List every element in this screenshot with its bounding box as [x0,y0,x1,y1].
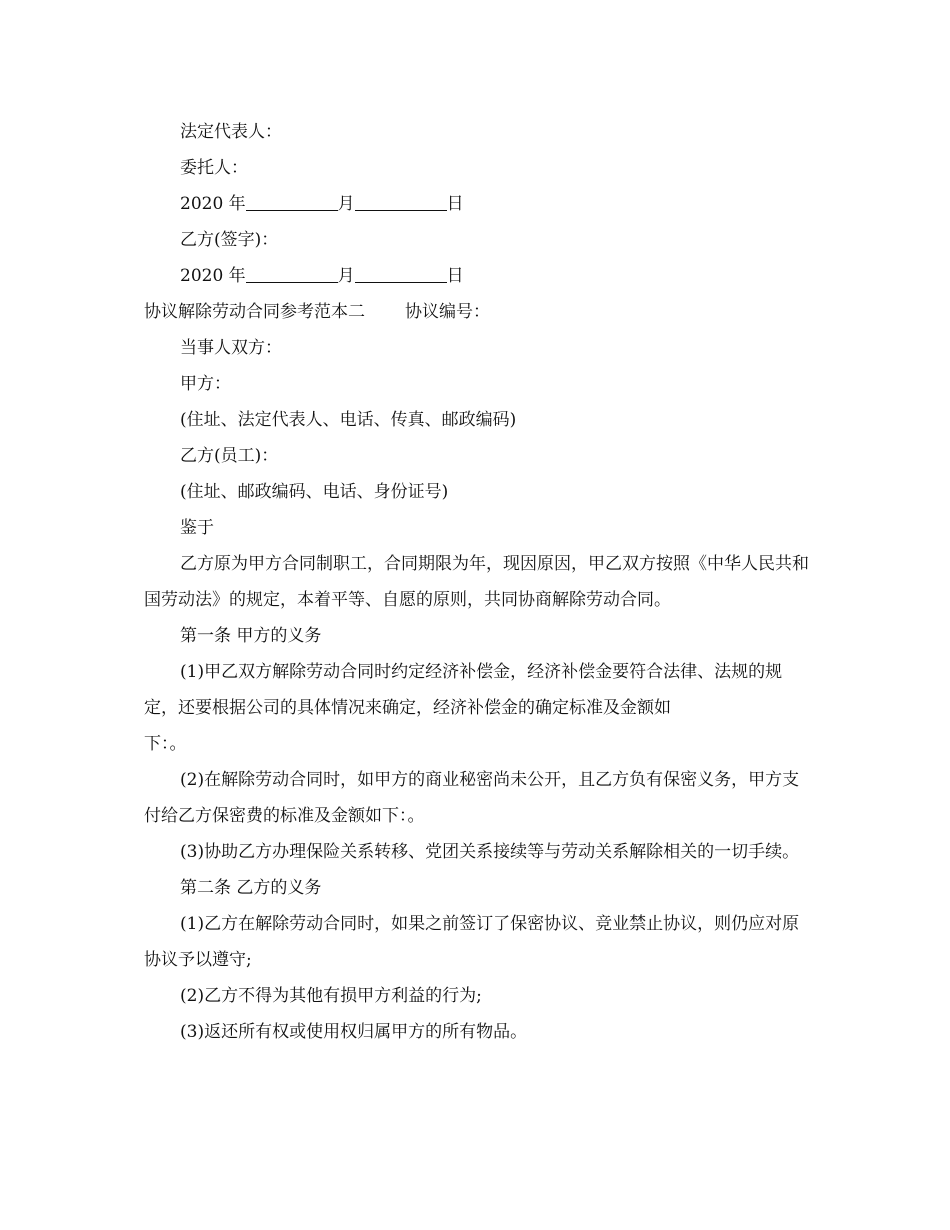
date-line-2 [144,258,809,294]
article-2-item: (2)乙方不得为其他有损甲方利益的行为; [180,986,482,1006]
party-b-signature-line: 乙方(签字)： [180,230,279,250]
date-year: 2020 年 [180,194,246,214]
party-b-label: 乙方(员工)： [180,446,279,466]
party-b-info: (住址、邮政编码、电话、身份证号) [180,482,449,502]
article-2-title: 第二条 乙方的义务 [180,878,322,898]
date-day: 日 [446,266,464,286]
article-1-title: 第一条 甲方的义务 [180,626,322,646]
article-1-item-continuation: 下：。 [144,734,187,754]
legal-representative-line: 法定代表人： [180,122,282,142]
party-a-label: 甲方： [180,374,231,394]
intro-paragraph: 乙方原为甲方合同制职工，合同期限为年，现因原因，甲乙双方按照《中华人民共和国劳动法》的规定，本着平等、自愿的原则，共同协商解除劳动合同。 [144,554,809,610]
document-body [144,114,809,1050]
article-2-item: (3)返还所有权或使用权归属甲方的所有物品。 [180,1022,528,1042]
blank-line [355,192,447,211]
article-2-item: (1)乙方在解除劳动合同时，如果之前签订了保密协议、竞业禁止协议，则仍应对原协议予以遵守; [144,914,800,970]
whereas-label: 鉴于 [180,518,214,538]
date-month: 月 [337,194,355,214]
blank-line [355,264,447,283]
parties-heading: 当事人双方： [180,338,282,358]
article-1-item: (1)甲乙双方解除劳动合同时约定经济补偿金，经济补偿金要符合法律、法规的规定，还要根据公司的具体情况来确定，经济补偿金的确定标准及金额如 [144,662,783,718]
date-line-1 [144,186,809,222]
entrusted-person-line: 委托人： [180,158,248,178]
article-1-item: (3)协助乙方办理保险关系转移、党团关系接续等与劳动关系解除相关的一切手续。 [180,842,800,862]
agreement-number: 协议编号： [405,302,490,322]
blank-line [246,264,338,283]
party-a-info: (住址、法定代表人、电话、传真、邮政编码) [180,410,517,430]
blank-line [246,192,338,211]
date-day: 日 [446,194,464,214]
sample-title: 协议解除劳动合同参考范本二 [144,302,365,322]
sample-title-line [144,294,809,330]
article-1-item: (2)在解除劳动合同时，如甲方的商业秘密尚未公开，且乙方负有保密义务，甲方支付给乙方保密费的标准及金额如下：。 [144,770,800,826]
date-month: 月 [337,266,355,286]
date-year: 2020 年 [180,266,246,286]
